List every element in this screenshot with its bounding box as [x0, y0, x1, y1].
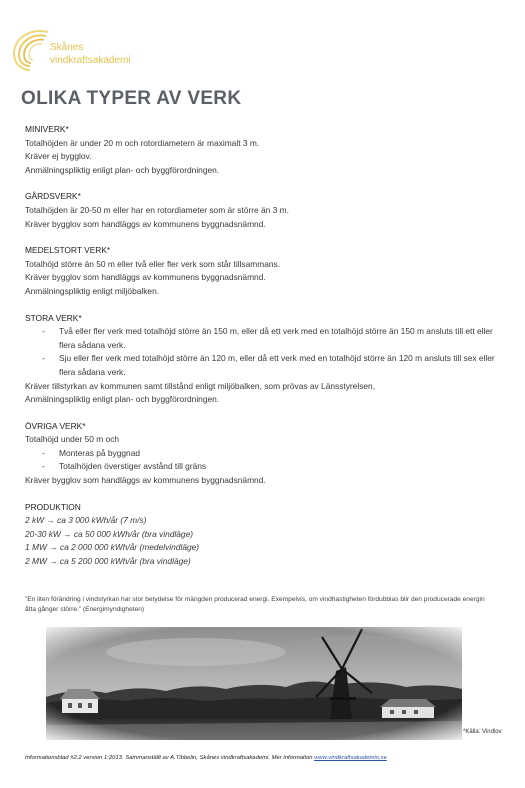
- section-heading: ÖVRIGA VERK*: [25, 420, 86, 431]
- text-line: Kräver bygglov som handläggs av kommunens byggnadsnämnd.: [25, 272, 266, 283]
- bullet-text: Två eller fler verk med totalhöjd större än 150 m, eller då ett verk med en totalhöjd större än 150 m ansluts till ett eller flera sådana verk.: [59, 326, 493, 350]
- text-line: Totalhöjden är under 20 m och rotordiametern är maximalt 3 m.: [25, 137, 260, 148]
- text-line: Anmälningspliktig enligt miljöbalken.: [25, 285, 160, 296]
- page-title: OLIKA TYPER AV VERK: [21, 88, 242, 109]
- photo-credit: *Källa: Vindlov: [463, 729, 502, 735]
- bullet-item: [25, 447, 505, 461]
- content: [25, 123, 505, 582]
- production-line: 1 MW → ca 2 000 000 kWh/år (medelvindläge): [25, 542, 200, 553]
- logo-line-2: vindkraftsakademi: [50, 55, 131, 66]
- bullet-text: Totalhöjden överstiger avstånd till gräns: [59, 461, 207, 472]
- swirl-logo-icon: [8, 24, 54, 74]
- quote: ”En liten förändring i vindstyrkan har stor betydelse för mängden producerad energi. Exempelvis, om vindhastigheten fördubblas blir den producerade energin åtta gånger större.” (Energimyndigheten): [25, 596, 485, 614]
- section-heading: MINIVERK*: [25, 124, 69, 134]
- section-miniverk: [25, 123, 505, 177]
- section-heading: PRODUKTION: [25, 501, 81, 512]
- text-line: Kräver bygglov som handläggs av kommunens byggnadsnämnd.: [25, 218, 266, 229]
- text-line: Kräver tillstyrkan av kommunen samt tillstånd enligt miljöbalken, som prövas av Länsstyrelsen,: [25, 380, 376, 391]
- section-medelstort-verk: [25, 244, 505, 298]
- footer-text: Informationsblad #2.2 version 1:2013. Sammanställt av A.Tibbelin, Skånes vindkraftsakademi. Mer information: [25, 755, 315, 761]
- windmill-landscape-photo: [46, 627, 462, 740]
- text-line: Kräver ej bygglov.: [25, 151, 92, 162]
- text-line: Anmälningspliktig enligt plan- och byggförordningen.: [25, 164, 220, 175]
- section-stora-verk: [25, 312, 505, 407]
- logo: [8, 24, 148, 76]
- section-heading: STORA VERK*: [25, 312, 82, 323]
- section-produktion: [25, 501, 505, 569]
- dash-bullet-icon: -: [42, 326, 45, 337]
- text-line: Anmälningspliktig enligt plan- och byggförordningen.: [25, 394, 220, 405]
- production-line: 20-30 kW → ca 50 000 kWh/år (bra vindläge): [25, 528, 194, 539]
- production-line: 2 MW → ca 5 200 000 kWh/år (bra vindläge): [25, 556, 191, 567]
- dash-bullet-icon: -: [42, 353, 45, 364]
- logo-line-1: Skånes: [50, 42, 84, 53]
- dash-bullet-icon: -: [42, 461, 45, 472]
- production-line: 2 kW → ca 3 000 kWh/år (7 m/s): [25, 515, 147, 526]
- section-heading: MEDELSTORT VERK*: [25, 245, 111, 256]
- bullet-text: Sju eller fler verk med totalhöjd större än 120 m, eller då ett verk med en totalhöjd större än 120 m ansluts till sex eller flera sådana verk.: [59, 353, 495, 377]
- dash-bullet-icon: -: [42, 447, 45, 458]
- bullet-item: [25, 352, 505, 379]
- text-line: Totalhöjd större än 50 m eller två eller fler verk som står tillsammans.: [25, 258, 281, 269]
- bullet-item: [25, 460, 505, 474]
- section-heading: GÅRDSVERK*: [25, 191, 81, 202]
- text-line: Totalhöjden är 20-50 m eller har en rotordiameter som är större än 3 m.: [25, 204, 289, 215]
- section-ovriga-verk: [25, 420, 505, 488]
- bullet-item: [25, 325, 505, 352]
- section-gardsverk: [25, 190, 505, 231]
- footer: [25, 755, 505, 761]
- text-line: Kräver bygglov som handläggs av kommunens byggnadsnämnd.: [25, 475, 266, 486]
- text-line: Totalhöjd under 50 m och: [25, 434, 120, 445]
- website-link[interactable]: www.vindkraftsakademin.se: [314, 755, 387, 761]
- bullet-text: Monteras på byggnad: [59, 447, 141, 458]
